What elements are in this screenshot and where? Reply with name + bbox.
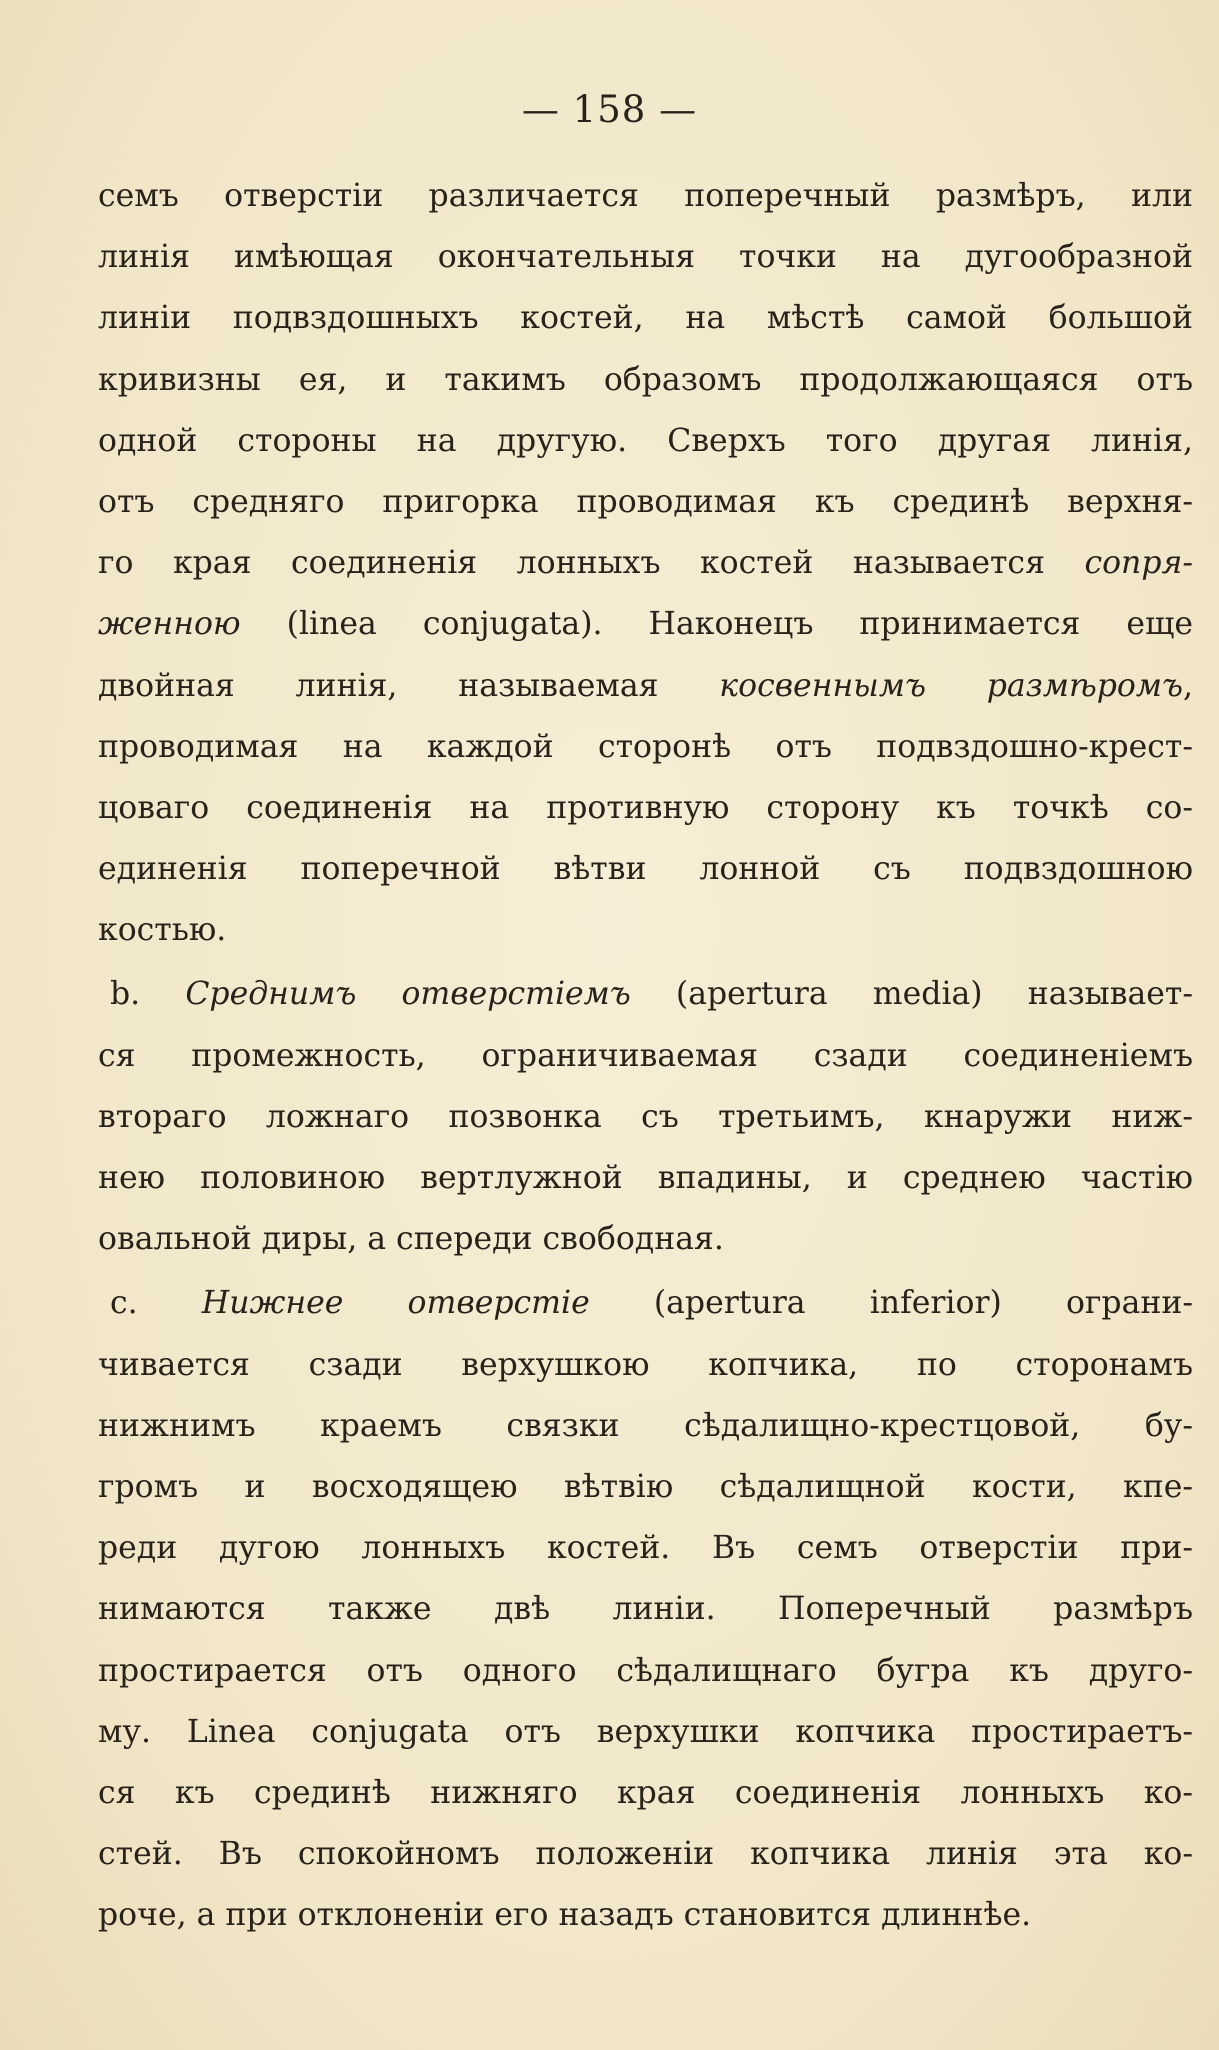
text-run: стей. Въ спокойномъ положеніи копчика линія эта ко- xyxy=(98,1836,1193,1873)
text-run: (apertura inferior) ограни- xyxy=(589,1285,1193,1322)
text-line xyxy=(98,1824,1193,1885)
text-run: костью. xyxy=(98,912,227,949)
text-run: го края соединенія лонныхъ костей называется xyxy=(98,545,1085,582)
body-text xyxy=(98,166,1193,1946)
text-run: ся къ срединѣ нижняго края соединенія лонныхъ ко- xyxy=(98,1774,1193,1811)
text-line xyxy=(98,350,1193,411)
text-line xyxy=(98,1457,1193,1518)
text-run: , xyxy=(1182,667,1193,704)
text-line xyxy=(98,1702,1193,1763)
text-line xyxy=(98,1885,1193,1946)
text-line xyxy=(98,533,1193,594)
italic-term: Среднимъ отверстіемъ xyxy=(185,976,631,1013)
text-run: реди дугою лонныхъ костей. Въ семъ отверстіи при- xyxy=(98,1530,1193,1567)
text-line xyxy=(98,166,1193,227)
text-run: нимаются также двѣ линіи. Поперечный размѣръ xyxy=(98,1591,1193,1628)
text-line xyxy=(98,1273,1193,1334)
text-line xyxy=(98,717,1193,778)
text-run: семъ отверстіи различается поперечный размѣръ, или xyxy=(98,178,1193,214)
text-line xyxy=(98,900,1193,961)
text-line xyxy=(98,1148,1193,1209)
text-run: проводимая на каждой сторонѣ отъ подвздошно-крест- xyxy=(98,728,1193,765)
text-run: кривизны ея, и такимъ образомъ продолжающаяся отъ xyxy=(98,361,1193,398)
text-run: линіи подвздошныхъ костей, на мѣстѣ самой большой xyxy=(98,300,1193,337)
text-run: цоваго соединенія на противную сторону къ точкѣ со- xyxy=(98,789,1193,826)
text-run: линія имѣющая окончательныя точки на дугообразной xyxy=(98,239,1193,276)
text-run: одной стороны на другую. Сверхъ того другая линія, xyxy=(98,422,1193,459)
text-run: овальной диры, а спереди свободная. xyxy=(98,1221,724,1258)
text-run: втораго ложнаго позвонка съ третьимъ, кнаружи ниж- xyxy=(98,1098,1193,1135)
text-line xyxy=(98,227,1193,288)
text-line xyxy=(98,1209,1193,1270)
text-run: единенія поперечной вѣтви лонной съ подвздошною xyxy=(98,851,1193,888)
italic-term: сопря- xyxy=(1084,545,1193,582)
text-line xyxy=(98,1335,1193,1396)
text-line xyxy=(98,288,1193,349)
text-run: громъ и восходящею вѣтвію сѣдалищной кости, кпе- xyxy=(98,1468,1193,1505)
text-run: нижнимъ краемъ связки сѣдалищно-крестцовой, бу- xyxy=(98,1407,1193,1444)
text-line xyxy=(98,778,1193,839)
text-line xyxy=(98,839,1193,900)
text-line xyxy=(98,1518,1193,1579)
text-line xyxy=(98,594,1193,655)
text-run: простирается отъ одного сѣдалищнаго бугра къ друго- xyxy=(98,1652,1193,1689)
text-run: (linea conjugata). Наконецъ принимается еще xyxy=(240,606,1193,643)
italic-term: Нижнее отверстіе xyxy=(201,1285,590,1322)
text-run: двойная линія, называемая xyxy=(98,667,720,704)
text-line xyxy=(98,1579,1193,1640)
text-run: чивается сзади верхушкою копчика, по сторонамъ xyxy=(98,1346,1193,1383)
text-run: му. Linea conjugata отъ верхушки копчика простираетъ- xyxy=(98,1713,1193,1750)
text-line xyxy=(98,1026,1193,1087)
text-line xyxy=(98,411,1193,472)
text-run: ся промежность, ограничиваемая сзади соединеніемъ xyxy=(98,1037,1193,1074)
text-line xyxy=(98,1087,1193,1148)
text-run: нею половиною вертлужной впадины, и среднею частію xyxy=(98,1160,1193,1196)
text-run: (apertura media) называет- xyxy=(630,976,1193,1013)
text-line xyxy=(98,964,1193,1025)
text-line xyxy=(98,1641,1193,1702)
text-line xyxy=(98,1763,1193,1824)
text-line xyxy=(98,656,1193,717)
italic-term: косвеннымъ размѣромъ xyxy=(719,667,1183,704)
text-run: отъ средняго пригорка проводимая къ срединѣ верхня- xyxy=(98,483,1193,520)
text-run: c. xyxy=(110,1285,202,1322)
text-run: роче, а при отклоненіи его назадъ становится длиннѣе. xyxy=(98,1897,1032,1934)
italic-term: женною xyxy=(98,606,241,643)
text-line xyxy=(98,1396,1193,1457)
text-run: b. xyxy=(110,976,186,1013)
page-number: — 158 — xyxy=(521,88,698,131)
text-line xyxy=(98,472,1193,533)
